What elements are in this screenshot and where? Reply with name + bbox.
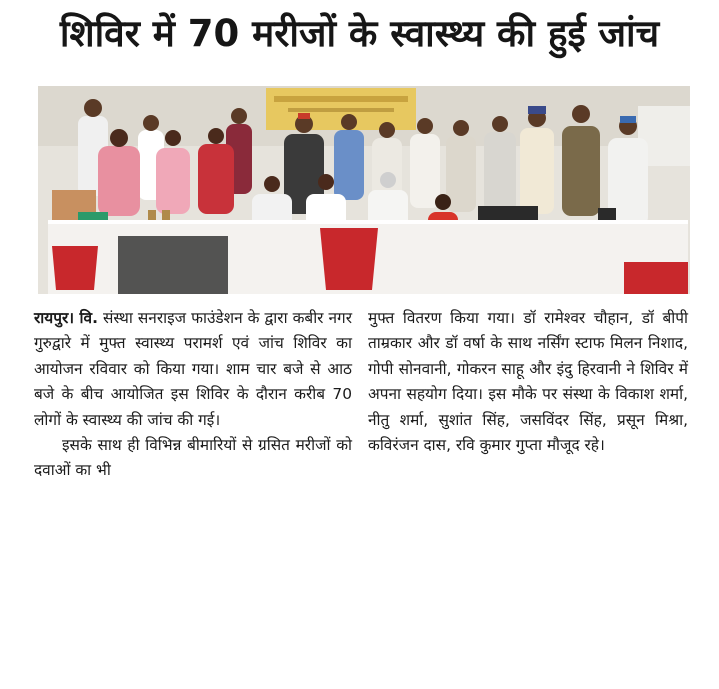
article-column-left <box>34 306 352 484</box>
group-photo-illustration <box>38 86 690 294</box>
dateline: रायपुर। वि. <box>34 309 98 327</box>
article-paragraph-2: इसके साथ ही विभिन्न बीमारियों से ग्रसित मरीजों को दवाओं का भी <box>34 436 352 480</box>
group-photo <box>38 86 690 294</box>
article-intro-paragraph <box>34 306 352 433</box>
article-column-right <box>368 306 688 458</box>
headline: शिविर में 70 मरीजों के स्वास्थ्य की हुई जांच <box>59 12 660 55</box>
intro-text: संस्था सनराइज फाउंडेशन के द्वारा कबीर नगर गुरुद्वारे में मुफ्त स्वास्थ्य परामर्श एवं जांच शिविर का आयोजन रविवार को किया गया। शाम चार बजे से आठ बजे के बीच आयोजित इस शिविर के दौरान करीब 70 लोगों के स्वास्थ्य की जांच की गई। <box>34 309 352 429</box>
article-paragraph-3: मुफ्त वितरण किया गया। डॉ रामेश्वर चौहान, डॉ बीपी ताम्रकार और डॉ वर्षा के साथ नर्सिंग स्टाफ मिलन निशाद, गोपी सोनवानी, गोकरन साहू और इंदु हिरवानी ने शिविर में अपना सहयोग दिया। इस मौके पर संस्था के विकाश शर्मा, नीतु शर्मा, सुशांत सिंह, जसविंदर सिंह, प्रसून मिश्रा, कविरंजन दास, रवि कुमार गुप्ता मौजूद रहे। <box>368 309 688 455</box>
